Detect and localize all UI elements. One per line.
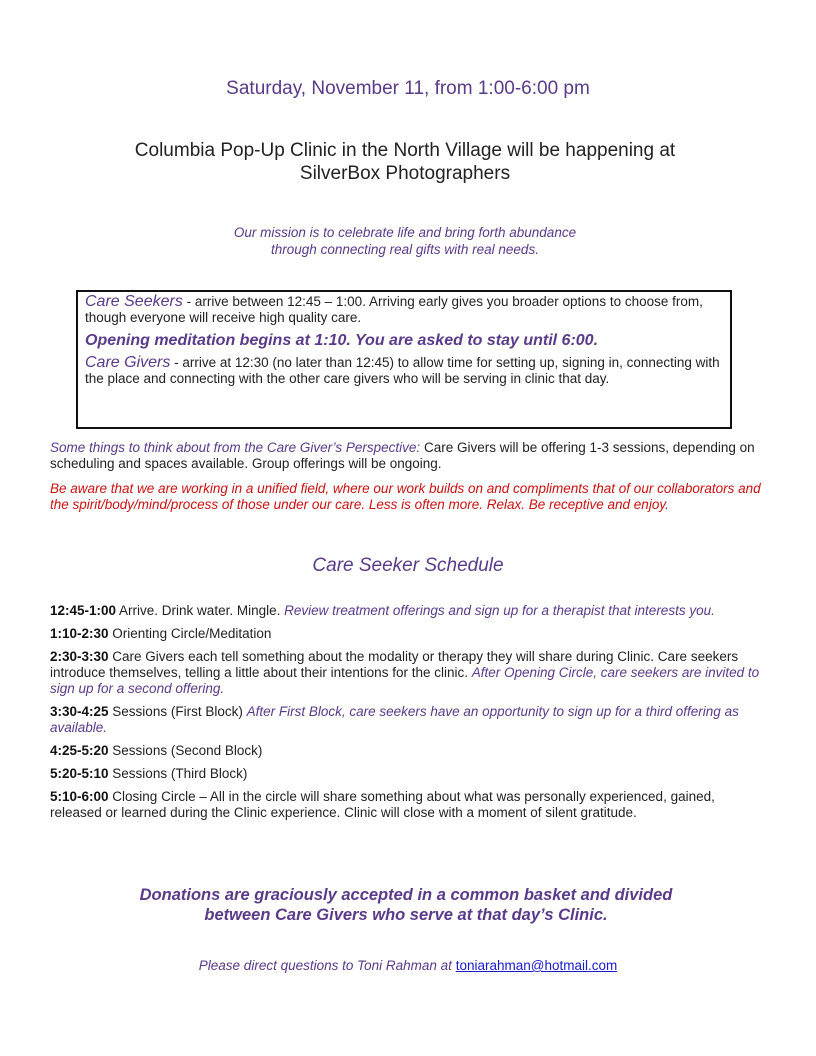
schedule-time: 5:10-6:00: [50, 789, 109, 804]
care-givers-heading: Care Givers: [85, 354, 171, 371]
schedule-row: [50, 743, 766, 759]
care-seekers-text: - arrive between 12:45 – 1:00. Arriving early gives you broader options to choose from, though everyone will receive high quality care.: [85, 294, 703, 325]
schedule-note: After Opening Circle, care seekers are invited to sign up for a second offering.: [50, 665, 760, 696]
perspective-text: Care Givers will be offering 1-3 sessions, depending on scheduling and spaces available. Group offerings will be ongoing.: [50, 440, 755, 471]
schedule-text: Care Givers each tell something about the modality or therapy they will share during Clinic. Care seekers introduce themselves, telling a little about their intentions for the clinic.: [50, 649, 739, 680]
schedule-text: Sessions (Third Block): [108, 766, 248, 781]
care-givers-paragraph: [85, 355, 723, 387]
schedule-row: [50, 603, 766, 619]
contact-line: [0, 958, 816, 973]
schedule-text: Sessions (Second Block): [108, 743, 263, 758]
donations-line-2: between Care Givers who serve at that day’s Clinic.: [204, 906, 608, 924]
mission-line-1: Our mission is to celebrate life and bring forth abundance: [233, 225, 577, 240]
schedule-row: [50, 649, 766, 697]
donations-line-1: Donations are graciously accepted in a common basket and divided: [139, 886, 673, 904]
schedule-text: Orienting Circle/Meditation: [108, 626, 272, 641]
schedule-list: [50, 603, 766, 828]
care-givers-text: - arrive at 12:30 (no later than 12:45) to allow time for setting up, signing in, connecting with the place and connecting with the other care givers who will be serving in clinic that day.: [85, 355, 720, 386]
care-seekers-heading: Care Seekers: [85, 293, 183, 310]
schedule-note: Review treatment offerings and sign up for a therapist that interests you.: [284, 603, 715, 618]
opening-meditation-note: Opening meditation begins at 1:10. You are asked to stay until 6:00.: [85, 332, 599, 349]
arrival-info-box: [76, 290, 732, 429]
care-seekers-paragraph: [85, 294, 723, 326]
schedule-note: After First Block, care seekers have an opportunity to sign up for a third offering as available.: [50, 704, 739, 735]
schedule-text: Arrive. Drink water. Mingle.: [116, 603, 285, 618]
schedule-row: [50, 626, 766, 642]
unified-field-note: Be aware that we are working in a unified field, where our work builds on and compliments that of our collaborators and the spirit/body/mind/process of those under our care. Less is often more. Relax. Be receptive and enjoy.: [50, 481, 761, 512]
schedule-time: 4:25-5:20: [50, 743, 109, 758]
event-date: Saturday, November 11, from 1:00-6:00 pm: [226, 78, 590, 99]
schedule-time: 3:30-4:25: [50, 704, 109, 719]
schedule-row: [50, 789, 766, 821]
mission-statement: [150, 224, 660, 258]
schedule-time: 12:45-1:00: [50, 603, 117, 618]
schedule-text: Sessions (First Block): [108, 704, 247, 719]
schedule-time: 2:30-3:30: [50, 649, 109, 664]
schedule-text: Closing Circle – All in the circle will share something about what was personally experienced, gained, released or learned during the Clinic experience. Clinic will close with a moment of silent gratitude.: [50, 789, 715, 820]
schedule-title: Care Seeker Schedule: [312, 555, 504, 576]
schedule-row: [50, 766, 766, 782]
clinic-title-line-2: SilverBox Photographers: [299, 163, 511, 184]
schedule-time: 5:20-5:10: [50, 766, 109, 781]
perspective-lead: Some things to think about from the Care Giver’s Perspective:: [50, 440, 421, 455]
clinic-title-line-1: Columbia Pop-Up Clinic in the North Village will be happening at: [134, 140, 676, 161]
email-link[interactable]: toniarahman@hotmail.com: [455, 958, 618, 973]
clinic-title: [80, 139, 730, 185]
schedule-row: [50, 704, 766, 736]
contact-text: Please direct questions to Toni Rahman at: [198, 958, 456, 973]
donations-note: [100, 885, 712, 925]
mission-line-2: through connecting real gifts with real needs.: [271, 242, 539, 257]
care-giver-perspective: [50, 440, 766, 472]
schedule-time: 1:10-2:30: [50, 626, 109, 641]
